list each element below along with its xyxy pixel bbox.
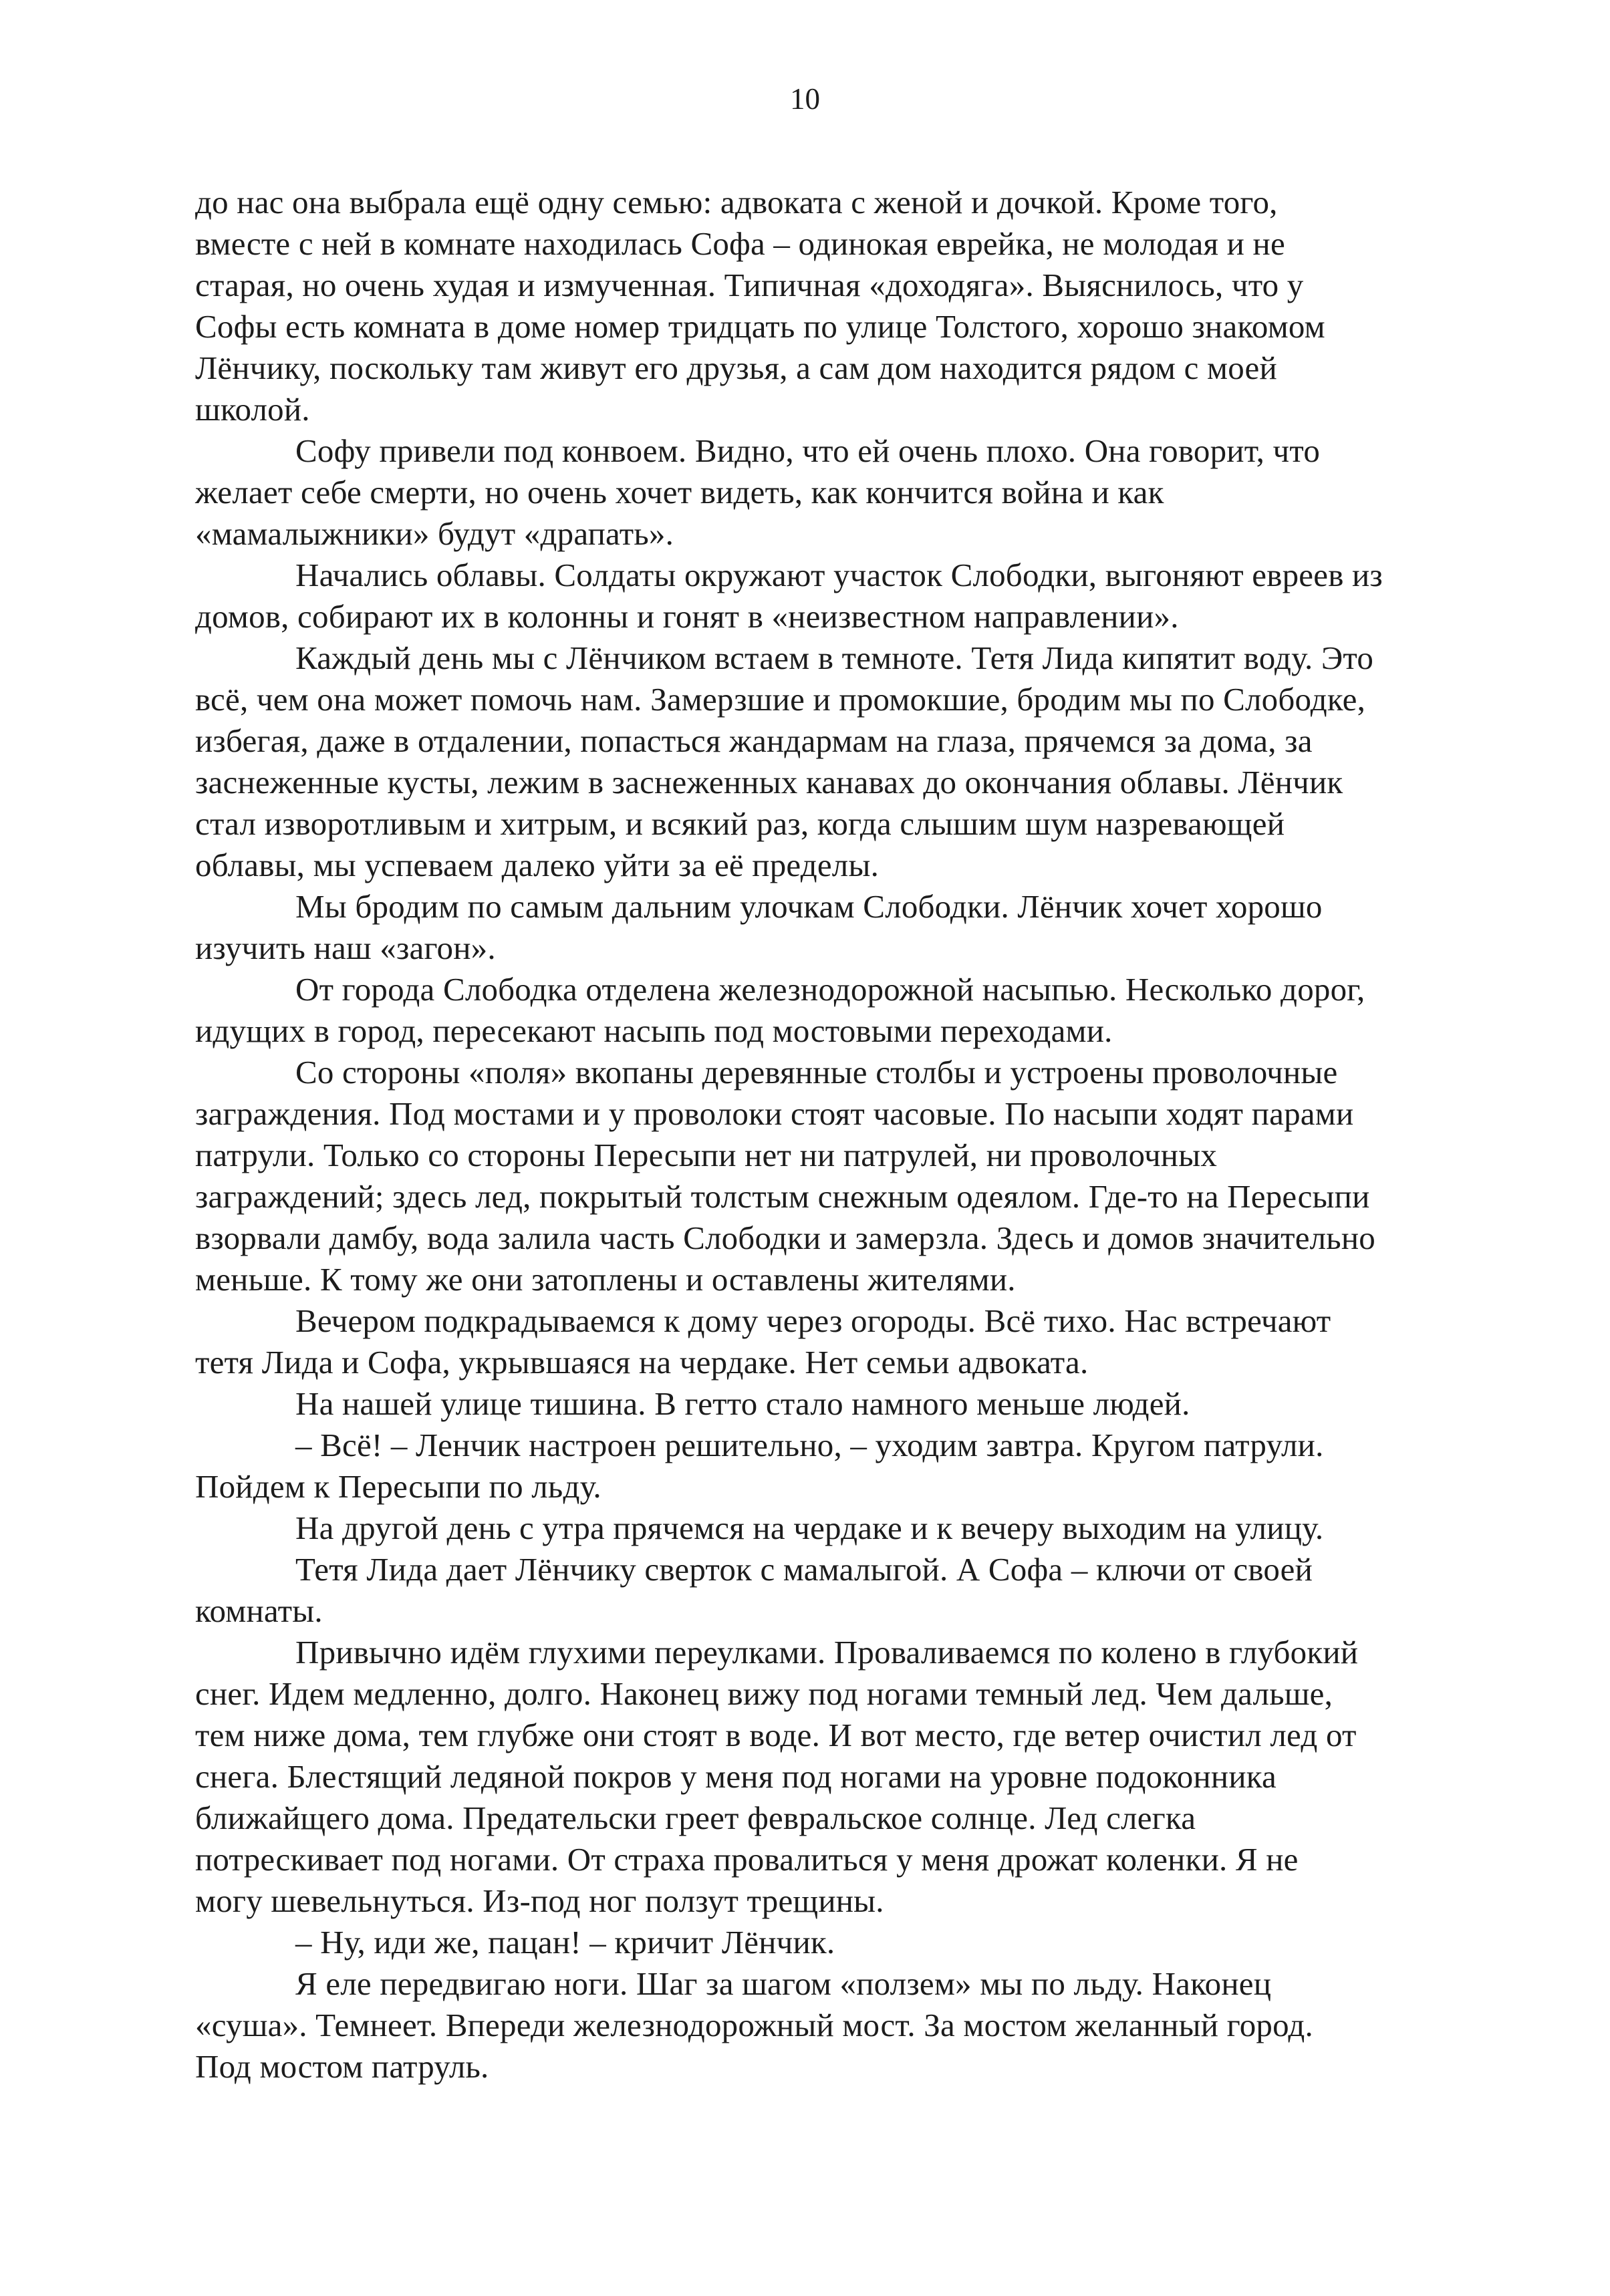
page-body bbox=[195, 182, 1505, 2088]
paragraph bbox=[195, 886, 1505, 969]
text-line: Софу привели под конвоем. Видно, что ей очень плохо. Она говорит, что bbox=[295, 432, 1321, 469]
text-line: Каждый день мы с Лёнчиком встаем в темноте. Тетя Лида кипятит воду. Это bbox=[295, 639, 1374, 676]
text-line: патрули. Только со стороны Пересыпи нет ни патрулей, ни проволочных bbox=[195, 1137, 1218, 1173]
text-line: изучить наш «загон». bbox=[195, 929, 496, 966]
paragraph bbox=[195, 430, 1505, 555]
text-line: заграждений; здесь лед, покрытый толстым снежным одеялом. Где-то на Пересыпи bbox=[195, 1178, 1370, 1215]
text-line: Пойдем к Пересыпи по льду. bbox=[195, 1468, 601, 1505]
text-line: снега. Блестящий ледяной покров у меня под ногами на уровне подоконника bbox=[195, 1758, 1277, 1795]
text-line: ближайщего дома. Предательски греет февральское солнце. Лед слегка bbox=[195, 1800, 1196, 1836]
text-line: Тетя Лида дает Лёнчику сверток с мамалыгой. А Софа – ключи от своей bbox=[295, 1551, 1313, 1588]
text-line: меньше. К тому же они затоплены и оставлены жителями. bbox=[195, 1261, 1016, 1298]
paragraph bbox=[195, 182, 1505, 430]
paragraph bbox=[195, 1425, 1505, 1508]
text-line: тем ниже дома, тем глубже они стоят в воде. И вот место, где ветер очистил лед от bbox=[195, 1717, 1357, 1753]
text-line: «суша». Темнеет. Впереди железнодорожный мост. За мостом желанный город. bbox=[195, 2007, 1313, 2043]
text-line: взорвали дамбу, вода залила часть Слободки и замерзла. Здесь и домов значительно bbox=[195, 1219, 1375, 1256]
text-line: заснеженные кусты, лежим в заснеженных канавах до окончания облавы. Лёнчик bbox=[195, 764, 1343, 801]
paragraph bbox=[195, 969, 1505, 1052]
paragraph bbox=[195, 1632, 1505, 1922]
text-line: школой. bbox=[195, 391, 310, 428]
text-line: – Всё! – Ленчик настроен решительно, – уходим завтра. Кругом патрули. bbox=[295, 1427, 1324, 1463]
text-line: На нашей улице тишина. В гетто стало намного меньше людей. bbox=[295, 1385, 1190, 1422]
text-line: Под мостом патруль. bbox=[195, 2048, 489, 2085]
text-line: Вечером подкрадываемся к дому через огороды. Всё тихо. Нас встречают bbox=[295, 1302, 1331, 1339]
text-line: Со стороны «поля» вкопаны деревянные столбы и устроены проволочные bbox=[295, 1054, 1338, 1091]
paragraph bbox=[195, 1300, 1505, 1383]
text-line: Мы бродим по самым дальним улочкам Слободки. Лёнчик хочет хорошо bbox=[295, 888, 1323, 925]
text-line: Привычно идём глухими переулками. Проваливаемся по колено в глубокий bbox=[295, 1634, 1359, 1671]
text-line: снег. Идем медленно, долго. Наконец вижу под ногами темный лед. Чем дальше, bbox=[195, 1675, 1333, 1712]
paragraph bbox=[195, 1922, 1505, 1963]
paragraph bbox=[195, 1383, 1505, 1425]
text-line: всё, чем она может помочь нам. Замерзшие и промокшие, бродим мы по Слободке, bbox=[195, 681, 1366, 718]
text-line: От города Слободка отделена железнодорожной насыпью. Несколько дорог, bbox=[295, 971, 1365, 1008]
text-line: домов, собирают их в колонны и гонят в «неизвестном направлении». bbox=[195, 598, 1179, 635]
text-line: могу шевельнуться. Из-под ног ползут трещины. bbox=[195, 1882, 884, 1919]
paragraph bbox=[195, 1549, 1505, 1632]
paragraph bbox=[195, 1508, 1505, 1549]
text-line: старая, но очень худая и измученная. Типичная «доходяга». Выяснилось, что у bbox=[195, 267, 1304, 303]
text-line: – Ну, иди же, пацан! – кричит Лёнчик. bbox=[295, 1924, 835, 1961]
paragraph bbox=[195, 555, 1505, 637]
text-line: до нас она выбрала ещё одну семью: адвоката с женой и дочкой. Кроме того, bbox=[195, 184, 1278, 221]
text-line: тетя Лида и Софа, укрывшаяся на чердаке. Нет семьи адвоката. bbox=[195, 1344, 1089, 1381]
text-line: Я еле передвигаю ноги. Шаг за шагом «ползем» мы по льду. Наконец bbox=[295, 1965, 1272, 2002]
text-line: Софы есть комната в доме номер тридцать по улице Толстого, хорошо знакомом bbox=[195, 308, 1325, 345]
paragraph bbox=[195, 1963, 1505, 2088]
text-line: облавы, мы успеваем далеко уйти за её пределы. bbox=[195, 847, 880, 883]
text-line: идущих в город, пересекают насыпь под мостовыми переходами. bbox=[195, 1012, 1113, 1049]
text-line: «мамалыжники» будут «драпать». bbox=[195, 515, 674, 552]
page-number: 10 bbox=[790, 82, 820, 116]
text-line: избегая, даже в отдалении, попасться жандармам на глаза, прячемся за дома, за bbox=[195, 722, 1313, 759]
text-line: вместе с ней в комнате находилась Софа – одинокая еврейка, не молодая и не bbox=[195, 225, 1285, 262]
text-line: Начались облавы. Солдаты окружают участок Слободки, выгоняют евреев из bbox=[295, 557, 1383, 593]
text-line: Лёнчику, поскольку там живут его друзья, а сам дом находится рядом с моей bbox=[195, 349, 1277, 386]
text-line: желает себе смерти, но очень хочет видеть, как кончится война и как bbox=[195, 474, 1164, 511]
text-line: потрескивает под ногами. От страха провалиться у меня дрожат коленки. Я не bbox=[195, 1841, 1299, 1878]
paragraph bbox=[195, 1052, 1505, 1300]
text-line: стал изворотливым и хитрым, и всякий раз, когда слышим шум назревающей bbox=[195, 805, 1285, 842]
text-line: заграждения. Под мостами и у проволоки стоят часовые. По насыпи ходят парами bbox=[195, 1095, 1354, 1132]
text-line: комнаты. bbox=[195, 1592, 323, 1629]
paragraph bbox=[195, 637, 1505, 886]
text-line: На другой день с утра прячемся на чердаке и к вечеру выходим на улицу. bbox=[295, 1510, 1324, 1546]
